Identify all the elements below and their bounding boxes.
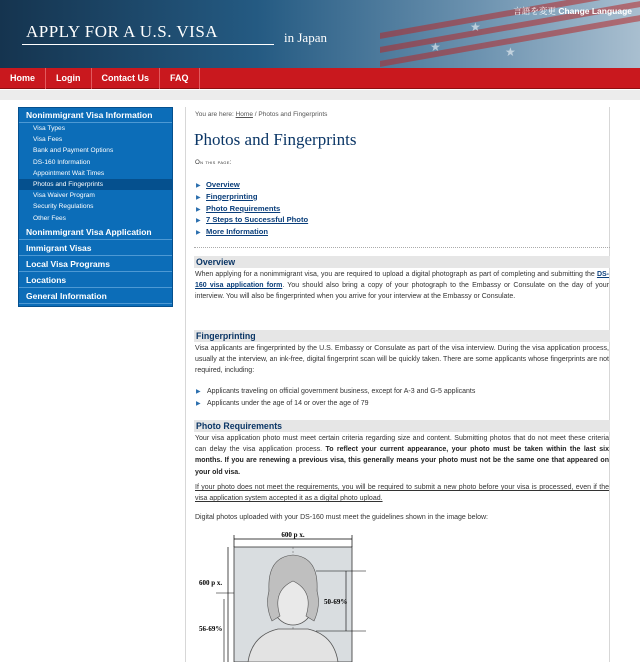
breadcrumb-separator: / [254, 111, 257, 118]
fingerprinting-text: Visa applicants are fingerprinted by the U.S. Embassy or Consulate as part of the visa interview. During the visa application process, usually at the interview, an ink-free, digital fingerprint scan will be quickly taken. There are some applicants whose fingerprints are not required, including: [195, 345, 609, 375]
photo-req-guidelines: Digital photos uploaded with your DS-160 must meet the guidelines shown in the image below: [195, 514, 489, 521]
triangle-right-icon: ▶ [196, 206, 201, 213]
right-percent-label: 50-69% [324, 598, 348, 606]
left-dimension-label: 600 p x. [199, 579, 223, 587]
toc-7-steps[interactable] [196, 214, 308, 226]
sidebar-item-5[interactable]: Appointment Wait Times [19, 168, 172, 179]
breadcrumb-home-link[interactable]: Home [235, 111, 253, 118]
list-item [196, 398, 369, 411]
sidebar-item-1[interactable]: Visa Types [19, 123, 172, 134]
sidebar-section-12[interactable]: Local Visa Programs [19, 256, 172, 272]
toc-more-information[interactable] [196, 226, 308, 238]
toc-label: More Information [206, 227, 269, 237]
nav-login[interactable]: Login [46, 68, 92, 89]
table-of-contents [196, 179, 308, 238]
overview-heading: Overview [194, 256, 610, 268]
photo-diagram [196, 531, 376, 662]
breadcrumb-current: Photos and Fingerprints [258, 111, 328, 118]
star-icon: ★ [430, 40, 441, 54]
top-dimension-label: 600 p x. [281, 531, 305, 539]
main-content [185, 107, 610, 662]
sidebar-item-3[interactable]: Bank and Payment Options [19, 145, 172, 156]
toc-fingerprinting[interactable] [196, 191, 308, 203]
toc-label: 7 Steps to Successful Photo [206, 215, 309, 225]
top-nav [0, 68, 640, 89]
sidebar-item-6[interactable]: Photos and Fingerprints [19, 179, 172, 190]
triangle-right-icon: ▶ [196, 401, 201, 407]
sidebar-item-8[interactable]: Security Regulations [19, 201, 172, 212]
sidebar-item-4[interactable]: DS-160 Information [19, 157, 172, 168]
page-title: Photos and Fingerprints [194, 130, 357, 149]
sidebar-section-14[interactable]: General Information [19, 288, 172, 304]
change-language-link[interactable] [513, 5, 632, 17]
photo-guidelines-figure [196, 531, 376, 662]
sidebar-section-0[interactable]: Nonimmigrant Visa Information [19, 108, 172, 123]
overview-text [195, 269, 609, 303]
sidebar [18, 107, 173, 307]
toc-overview[interactable] [196, 179, 308, 191]
breadcrumb [195, 111, 327, 118]
nav-shadow-band [0, 90, 640, 100]
triangle-right-icon: ▶ [196, 230, 201, 237]
overview-text-2: . You should also bring a copy of your photograph to the Embassy or Consulate on the day of your interview. You will also be fingerprinted when you arrive for your interview at the Embassy or Consulate. [195, 282, 609, 301]
photo-req-text-1: Your visa application photo must meet certain criteria regarding size and content. Submitting photos that do not meet these criteria can delay the visa application process. [195, 435, 609, 454]
photo-req-emphasis: To reflect your current appearance, your photo must be taken within the last six months. If you are renewing a previous visa, this generally means your photo must not be the same one that appeared on your old visa. [195, 446, 610, 476]
section-divider [194, 247, 610, 248]
star-icon: ★ [470, 20, 481, 34]
nav-faq[interactable]: FAQ [160, 68, 200, 89]
nav-contact-us[interactable]: Contact Us [92, 68, 161, 89]
site-title: APPLY FOR A U.S. VISA [26, 22, 219, 41]
sidebar-item-9[interactable]: Other Fees [19, 213, 172, 224]
nav-home[interactable]: Home [0, 68, 46, 89]
triangle-right-icon: ▶ [196, 183, 201, 189]
photo-req-warning: If your photo does not meet the requirements, you will be required to submit a new photo before your visa is processed, even if the visa application system accepted it as a digital photo upload. [195, 484, 609, 503]
lang-jp-label: 言語を変更 [513, 6, 556, 16]
title-underline [22, 44, 274, 45]
lang-en-label: Change Language [558, 6, 632, 16]
header-banner [0, 0, 640, 68]
bullet-text: Applicants under the age of 14 or over the age of 79 [207, 400, 369, 407]
toc-photo-requirements[interactable] [196, 203, 308, 215]
triangle-right-icon: ▶ [196, 194, 201, 201]
triangle-right-icon: ▶ [196, 389, 201, 395]
breadcrumb-prefix: You are here: [195, 111, 234, 118]
toc-label: Overview [206, 180, 240, 189]
left-percent-label: 56-69% [199, 625, 223, 633]
list-item [196, 386, 475, 399]
sidebar-item-7[interactable]: Visa Waiver Program [19, 190, 172, 201]
sidebar-section-10[interactable]: Nonimmigrant Visa Application [19, 224, 172, 240]
sidebar-item-2[interactable]: Visa Fees [19, 134, 172, 145]
photo-requirements-heading: Photo Requirements [194, 420, 610, 432]
photo-requirements-text [195, 433, 609, 478]
star-icon: ★ [505, 45, 516, 59]
overview-text-1: When applying for a nonimmigrant visa, you are required to upload a digital photograph as part of completing and submitting the [195, 271, 597, 278]
sidebar-section-11[interactable]: Immigrant Visas [19, 240, 172, 256]
triangle-right-icon: ▶ [196, 218, 201, 225]
site-subtitle: in Japan [284, 30, 327, 45]
ds160-form-link[interactable]: DS-160 visa application form [195, 271, 609, 290]
bullet-text: Applicants traveling on official government business, except for A-3 and G-5 applicants [207, 388, 476, 395]
on-this-page-label: On this page: [195, 159, 232, 166]
sidebar-section-13[interactable]: Locations [19, 272, 172, 288]
toc-label: Fingerprinting [206, 191, 258, 201]
toc-label: Photo Requirements [206, 203, 281, 213]
fingerprinting-heading: Fingerprinting [194, 330, 610, 342]
